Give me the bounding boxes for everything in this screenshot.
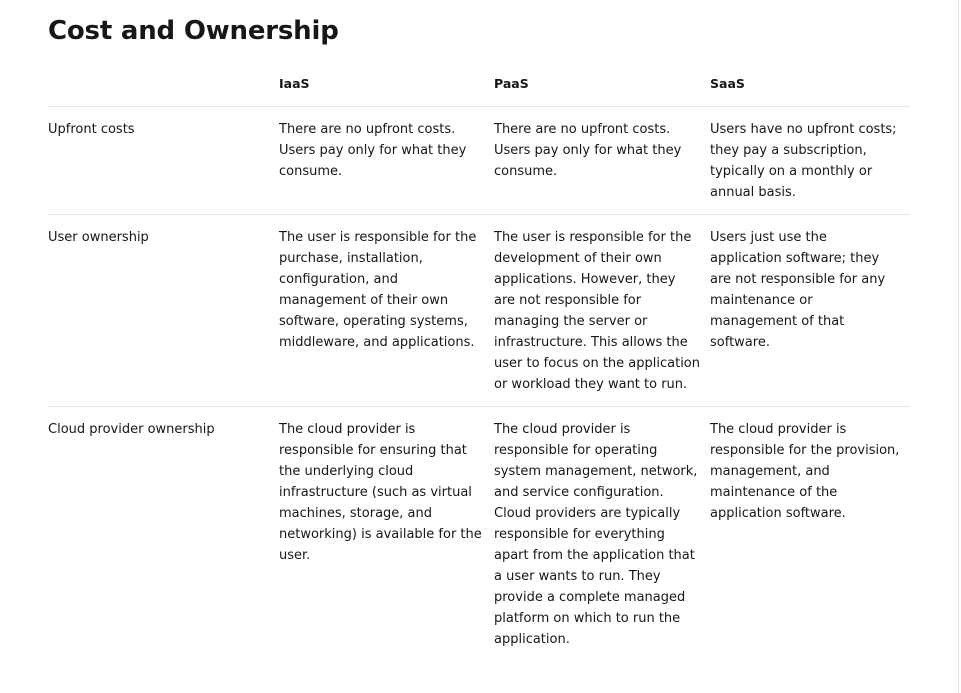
row-label-cloud-provider-ownership: Cloud provider ownership xyxy=(48,422,215,437)
header-iaas: IaaS xyxy=(279,64,494,107)
row-label-user-ownership: User ownership xyxy=(48,215,279,407)
row-label-upfront-costs: Upfront costs xyxy=(48,107,279,215)
table-row xyxy=(48,407,910,662)
header-paas: PaaS xyxy=(494,64,710,107)
cost-ownership-table xyxy=(48,64,910,661)
cell-saas: The cloud provider is responsible for the provision, management, and maintenance of the application software. xyxy=(710,422,900,521)
cell-iaas: There are no upfront costs. Users pay only for what they consume. xyxy=(279,107,494,215)
table-row xyxy=(48,215,910,407)
cell-iaas: The user is responsible for the purchase, installation, configuration, and management of their own software, operating systems, middleware, and applications. xyxy=(279,215,494,407)
table-header-row xyxy=(48,64,910,107)
cell-paas: There are no upfront costs. Users pay only for what they consume. xyxy=(494,107,710,215)
page-title: Cost and Ownership xyxy=(48,16,339,46)
header-saas: SaaS xyxy=(710,64,910,107)
header-empty xyxy=(48,64,279,107)
cell-saas: Users just use the application software; they are not responsible for any maintenance or management of that software. xyxy=(710,215,910,407)
cell-saas: Users have no upfront costs; they pay a subscription, typically on a monthly or annual basis. xyxy=(710,107,910,215)
cell-iaas: The cloud provider is responsible for ensuring that the underlying cloud infrastructure (such as virtual machines, storage, and networking) is available for the user. xyxy=(279,422,482,563)
scroll-edge-divider xyxy=(958,0,959,693)
cell-paas: The user is responsible for the development of their own applications. However, they are not responsible for managing the server or infrastructure. This allows the user to focus on the application or workload they want to run. xyxy=(494,215,710,407)
table-row xyxy=(48,107,910,215)
cell-paas: The cloud provider is responsible for operating system management, network, and service configuration. Cloud providers are typically responsible for everything apart from the application that a user wants to run. They provide a complete managed platform on which to run the application. xyxy=(494,422,698,647)
